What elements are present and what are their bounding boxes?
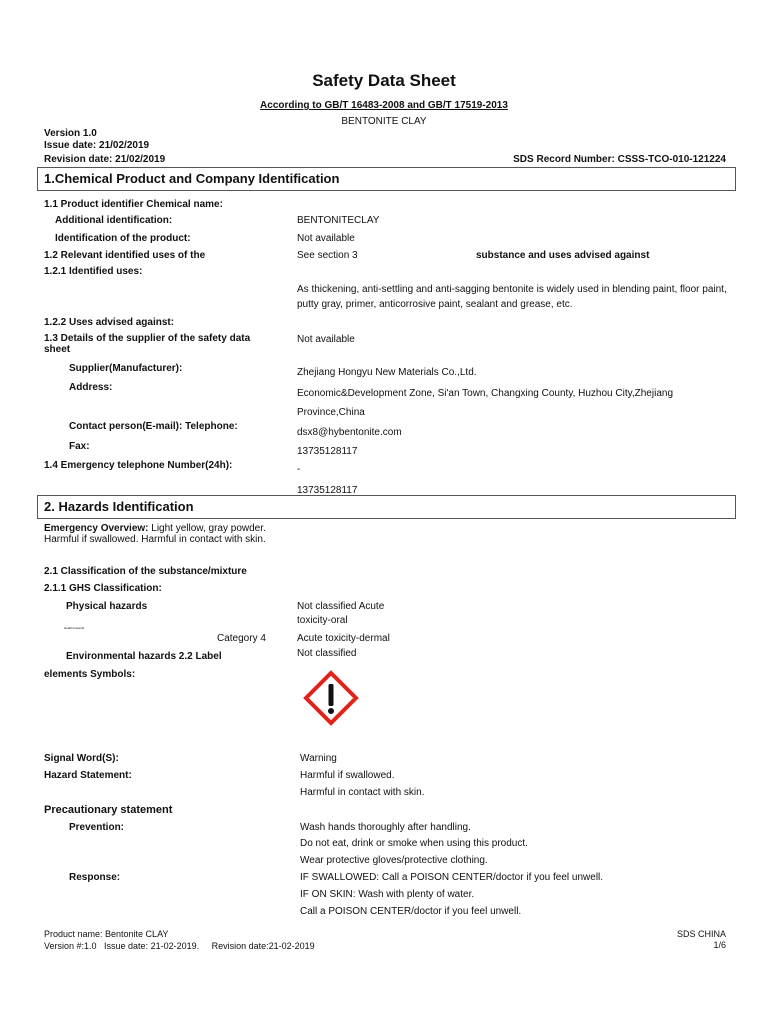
exclamation-mark-icon xyxy=(303,670,359,726)
response-2: IF ON SKIN: Wash with plenty of water. xyxy=(300,889,475,900)
relevant-uses-label: 1.2 Relevant identified uses of the xyxy=(44,250,206,261)
identified-uses-value: As thickening, anti-settling and anti-sagging bentonite is widely used in blending paint, floor paint, putty gray, primer, anticorrosive paint, sealant and grease, etc. xyxy=(297,284,727,310)
section-1-heading: 1.Chemical Product and Company Identification xyxy=(37,167,736,191)
address-label: Address: xyxy=(69,382,113,393)
prevention-label: Prevention: xyxy=(69,822,125,833)
category-value: Acute toxicity-dermal xyxy=(297,633,390,644)
fax-label: Fax: xyxy=(69,441,90,452)
version-label: Version 1.0 xyxy=(44,128,97,139)
identification-label: Identification of the product: xyxy=(55,233,191,244)
footer-page-number: 1/6 xyxy=(713,940,726,950)
address-value-line-2: Province,China xyxy=(297,407,365,418)
product-subtitle: BENTONITE CLAY xyxy=(341,116,427,127)
exclamation-bar xyxy=(329,684,334,706)
document-title: Safety Data Sheet xyxy=(312,71,456,90)
standard-reference: According to GB/T 16483-2008 and GB/T 17519-2013 xyxy=(260,100,508,111)
uses-advised-against-label: 1.2.2 Uses advised against: xyxy=(44,317,175,328)
physical-hazards-label: Physical hazards xyxy=(66,601,148,612)
classification-label: 2.1 Classification of the substance/mixture xyxy=(44,566,247,577)
prevention-3: Wear protective gloves/protective clothing. xyxy=(300,855,488,866)
footer-sds-china: SDS CHINA xyxy=(676,929,726,939)
emergency-overview xyxy=(44,523,266,545)
sds-record-number: SDS Record Number: CSSS-TCO-010-121224 xyxy=(513,154,726,165)
signal-word-label: Signal Word(S): xyxy=(44,753,119,764)
supplier-value: Zhejiang Hongyu New Materials Co.,Ltd. xyxy=(297,367,477,378)
section-2-heading: 2. Hazards Identification xyxy=(37,495,736,519)
ghs-classification-label: 2.1.1 GHS Classification: xyxy=(44,583,162,594)
response-3: Call a POISON CENTER/doctor if you feel unwell. xyxy=(300,906,522,917)
supplier-label: Supplier(Manufacturer): xyxy=(69,363,183,374)
health-hazards-label: Health hazards xyxy=(64,626,85,630)
exclamation-dot xyxy=(328,708,334,714)
hazard-statement-label: Hazard Statement: xyxy=(44,770,132,781)
product-identifier-label: 1.1 Product identifier Chemical name: xyxy=(44,199,223,210)
environmental-hazards-label: Environmental hazards 2.2 Label xyxy=(66,651,222,662)
category-label: Category 4 xyxy=(217,633,266,644)
precautionary-statement-label: Precautionary statement xyxy=(44,804,173,816)
emergency-overview-label: Emergency Overview: xyxy=(44,523,149,534)
issue-date: Issue date: 21/02/2019 xyxy=(44,140,150,151)
response-1: IF SWALLOWED: Call a POISON CENTER/doctor if you feel unwell. xyxy=(300,872,604,883)
supplier-details-label: 1.3 Details of the supplier of the safety data sheet xyxy=(44,333,251,355)
footer-product-name: Product name: Bentonite CLAY xyxy=(44,929,169,939)
additional-identification-value: BENTONITECLAY xyxy=(297,215,380,226)
supplier-details-value: Not available xyxy=(297,334,355,345)
ghs-exclamation-pictogram xyxy=(303,670,359,726)
emergency-phone-dash: - xyxy=(297,464,301,475)
contact-label: Contact person(E-mail): Telephone: xyxy=(69,421,238,432)
fax-value: 13735128117 xyxy=(297,446,358,457)
relevant-uses-value-2: substance and uses advised against xyxy=(476,250,650,261)
relevant-uses-value: See section 3 xyxy=(297,250,358,261)
prevention-1: Wash hands thoroughly after handling. xyxy=(300,822,471,833)
environmental-hazards-value: Not classified xyxy=(297,648,357,659)
emergency-phone-label: 1.4 Emergency telephone Number(24h): xyxy=(44,460,233,471)
footer-version-line: Version #:1.0 Issue date: 21-02-2019. Revision date:21-02-2019 xyxy=(44,941,315,951)
revision-date: Revision date: 21/02/2019 xyxy=(44,154,166,165)
label-elements-symbols-label: elements Symbols: xyxy=(44,669,136,680)
emergency-overview-text: Light yellow, gray powder. Harmful if swallowed. Harmful in contact with skin. xyxy=(44,523,266,545)
response-label: Response: xyxy=(69,872,121,883)
contact-email: dsx8@hybentonite.com xyxy=(297,427,402,438)
hazard-statement-2: Harmful in contact with skin. xyxy=(300,787,425,798)
hazard-statement-1: Harmful if swallowed. xyxy=(300,770,395,781)
signal-word-value: Warning xyxy=(300,753,337,764)
address-value-line-1: Economic&Development Zone, Si'an Town, Changxing County, Huzhou City,Zhejiang xyxy=(297,388,674,399)
physical-hazards-value-2: toxicity-oral xyxy=(297,615,348,626)
prevention-2: Do not eat, drink or smoke when using this product. xyxy=(300,838,528,849)
identification-value: Not available xyxy=(297,233,355,244)
additional-identification-label: Additional identification: xyxy=(55,215,173,226)
emergency-phone-value: 13735128117 xyxy=(297,485,358,496)
physical-hazards-value-1: Not classified Acute xyxy=(297,601,385,612)
identified-uses-label: 1.2.1 Identified uses: xyxy=(44,266,143,277)
